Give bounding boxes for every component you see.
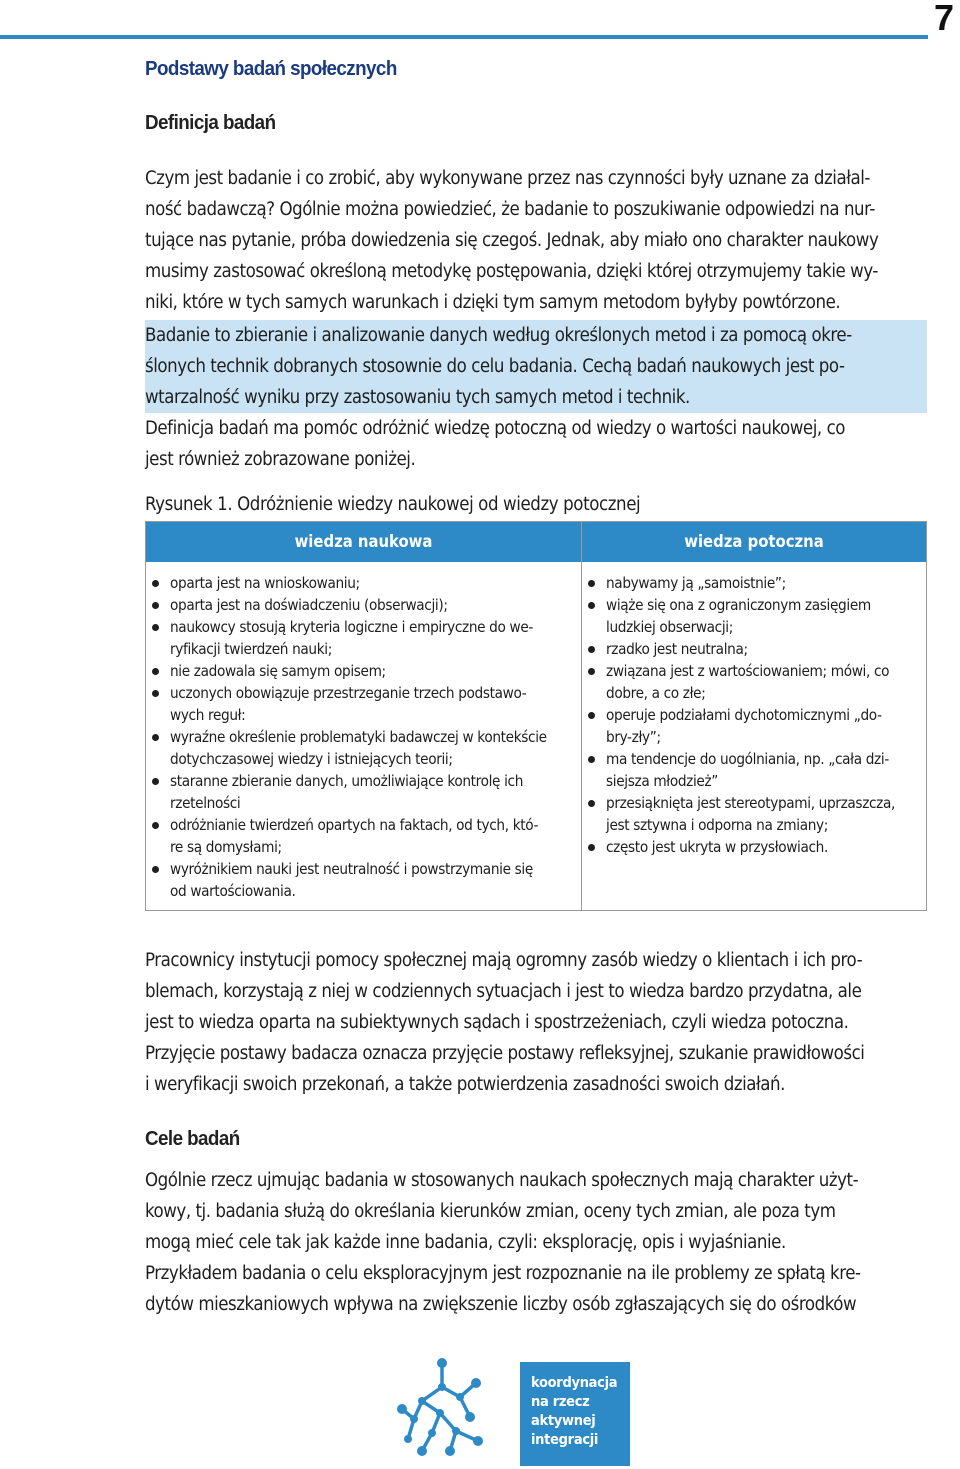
text-line: tujące nas pytanie, próba dowiedzenia się czegoś. Jednak, aby miało ono charakter naukowy bbox=[145, 230, 879, 251]
text-line: ność badawczą? Ogólnie można powiedzieć, że badanie to poszukiwanie odpowiedzi na nur- bbox=[145, 199, 875, 220]
network-logo-icon bbox=[392, 1353, 492, 1463]
definition-note bbox=[145, 413, 927, 475]
logo-line: aktywnej bbox=[531, 1413, 596, 1429]
goals-paragraph bbox=[145, 1165, 927, 1320]
page-number: 7 bbox=[933, 0, 954, 38]
logo-line: na rzecz bbox=[531, 1394, 590, 1410]
list-item: wiąże się ona z ograniczonym zasięgiem ludzkiej obserwacji; bbox=[588, 594, 923, 638]
text-line: jest również zobrazowane poniżej. bbox=[145, 449, 416, 470]
list-item: operuje podziałami dychotomicznymi „do- bry-zły”; bbox=[588, 704, 923, 748]
list-item: oparta jest na wnioskowaniu; bbox=[152, 572, 574, 594]
text-line: wtarzalność wyniku przy zastosowaniu tych samych metod i technik. bbox=[145, 387, 690, 408]
text-line: kowy, tj. badania służą do określania kierunków zmian, oceny tych zmian, ale poza tym bbox=[145, 1201, 836, 1222]
section-heading-goals: Cele badań bbox=[145, 1128, 240, 1150]
list-item: często jest ukryta w przysłowiach. bbox=[588, 836, 923, 858]
list-item: związana jest z wartościowaniem; mówi, co dobre, a co złe; bbox=[588, 660, 923, 704]
text-line: jest to wiedza oparta na subiektywnych sądach i spostrzeżeniach, czyli wiedza potoczna. bbox=[145, 1012, 849, 1033]
logo-line: integracji bbox=[531, 1432, 599, 1448]
text-line: ślonych technik dobranych stosownie do celu badania. Cechą badań naukowych jest po- bbox=[145, 356, 845, 377]
list-item: wyraźne określenie problematyki badawczej w kontekście dotychczasowej wiedzy i istniejących teorii; bbox=[152, 726, 574, 770]
text-line: Badanie to zbieranie i analizowanie danych według określonych metod i za pomocą okre- bbox=[145, 325, 852, 346]
scientific-knowledge-list bbox=[152, 572, 574, 902]
list-item: oparta jest na doświadczeniu (obserwacji); bbox=[152, 594, 574, 616]
text-line: musimy zastosować określoną metodykę postępowania, dzięki której otrzymujemy takie wy- bbox=[145, 261, 878, 282]
text-line: niki, które w tych samych warunkach i dzięki tym samym metodom byłyby powtórzone. bbox=[145, 292, 841, 313]
text-line: blemach, korzystają z niej w codziennych sytuacjach i jest to wiedza bardzo przydatna, ale bbox=[145, 981, 862, 1002]
list-item: przesiąknięta jest stereotypami, uprzaszcza, jest sztywna i odporna na zmiany; bbox=[588, 792, 923, 836]
chapter-heading: Podstawy badań społecznych bbox=[145, 58, 397, 80]
definition-paragraph bbox=[145, 163, 927, 318]
text-line: i weryfikacji swoich przekonań, a także potwierdzenia zasadności swoich działań. bbox=[145, 1074, 785, 1095]
text-line: dytów mieszkaniowych wpływa na zwiększenie liczby osób zgłaszających się do ośrodków bbox=[145, 1294, 857, 1315]
logo-wordmark bbox=[520, 1362, 630, 1466]
common-knowledge-list bbox=[588, 572, 923, 858]
logo-line: koordynacja bbox=[531, 1375, 618, 1391]
comparison-figure bbox=[145, 521, 927, 911]
left-column-title: wiedza naukowa bbox=[146, 522, 581, 562]
section-heading-definition: Definicja badań bbox=[145, 112, 276, 134]
list-item: rzadko jest neutralna; bbox=[588, 638, 923, 660]
list-item: odróżnianie twierdzeń opartych na faktach, od tych, któ- re są domysłami; bbox=[152, 814, 574, 858]
text-line: Ogólnie rzecz ujmując badania w stosowanych naukach społecznych mają charakter użyt- bbox=[145, 1170, 859, 1191]
right-column-title: wiedza potoczna bbox=[582, 522, 926, 562]
list-item: uczonych obowiązuje przestrzeganie trzech podstawo- wych reguł: bbox=[152, 682, 574, 726]
text-line: Przyjęcie postawy badacza oznacza przyjęcie postawy refleksyjnej, szukanie prawidłowości bbox=[145, 1043, 865, 1064]
text-line: Pracownicy instytucji pomocy społecznej mają ogromny zasób wiedzy o klientach i ich pro- bbox=[145, 950, 863, 971]
column-divider bbox=[581, 522, 582, 910]
list-item: staranne zbieranie danych, umożliwiające kontrolę ich rzetelności bbox=[152, 770, 574, 814]
list-item: wyróżnikiem nauki jest neutralność i powstrzymanie się od wartościowania. bbox=[152, 858, 574, 902]
text-line: Przykładem badania o celu eksploracyjnym jest rozpoznanie na ile problemy ze spłatą kre- bbox=[145, 1263, 861, 1284]
text-line: Czym jest badanie i co zrobić, aby wykonywane przez nas czynności były uznane za działal- bbox=[145, 168, 870, 189]
list-item: naukowcy stosują kryteria logiczne i empiryczne do we- ryfikacji twierdzeń nauki; bbox=[152, 616, 574, 660]
highlighted-definition bbox=[145, 320, 927, 413]
text-line: mogą mieć cele tak jak każde inne badania, czyli: eksplorację, opis i wyjaśnianie. bbox=[145, 1232, 786, 1253]
list-item: nie zadowala się samym opisem; bbox=[152, 660, 574, 682]
text-line: Definicja badań ma pomóc odróżnić wiedzę potoczną od wiedzy o wartości naukowej, co bbox=[145, 418, 846, 439]
practitioners-paragraph bbox=[145, 945, 927, 1100]
list-item: ma tendencje do uogólniania, np. „cała dzi- siejsza młodzież” bbox=[588, 748, 923, 792]
header-rule bbox=[0, 35, 928, 39]
list-item: nabywamy ją „samoistnie”; bbox=[588, 572, 923, 594]
figure-caption: Rysunek 1. Odróżnienie wiedzy naukowej od wiedzy potocznej bbox=[145, 494, 641, 515]
